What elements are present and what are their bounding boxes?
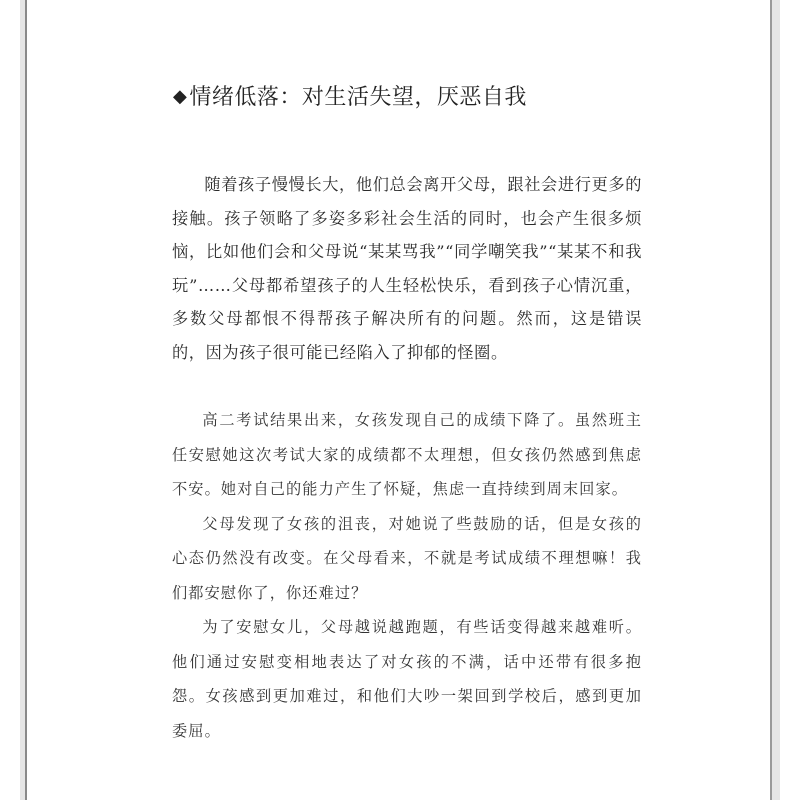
right-page-border (770, 0, 772, 800)
story-block (172, 403, 642, 748)
story-paragraph-2: 父母发现了女孩的沮丧，对她说了些鼓励的话，但是女孩的心态仍然没有改变。在父母看来，不就是考试成绩不理想嘛！我们都安慰你了，你还难过？ (172, 514, 642, 602)
intro-paragraph: 随着孩子慢慢长大，他们总会离开父母，跟社会进行更多的接触。孩子领略了多姿多彩社会生活的同时，也会产生很多烦恼，比如他们会和父母说“某某骂我”“同学嘲笑我”“某某不和我玩”……父母都希望孩子的人生轻松快乐，看到孩子心情沉重，多数父母都恨不得帮孩子解决所有的问题。然而，这是错误的，因为孩子很可能已经陷入了抑郁的怪圈。 (172, 175, 642, 362)
diamond-bullet-icon: ◆ (173, 86, 188, 107)
section-heading (173, 80, 527, 111)
story-paragraph-3: 为了安慰女儿，父母越说越跑题，有些话变得越来越难听。他们通过安慰变相地表达了对女孩的不满，话中还带有很多抱怨。女孩感到更加难过，和他们大吵一架回到学校后，感到更加委屈。 (172, 618, 642, 740)
story-paragraph-1: 高二考试结果出来，女孩发现自己的成绩下降了。虽然班主任安慰她这次考试大家的成绩都不太理想，但女孩仍然感到焦虑不安。她对自己的能力产生了怀疑，焦虑一直持续到周末回家。 (172, 411, 642, 498)
section-title: 情绪低落：对生活失望，厌恶自我 (189, 85, 527, 110)
